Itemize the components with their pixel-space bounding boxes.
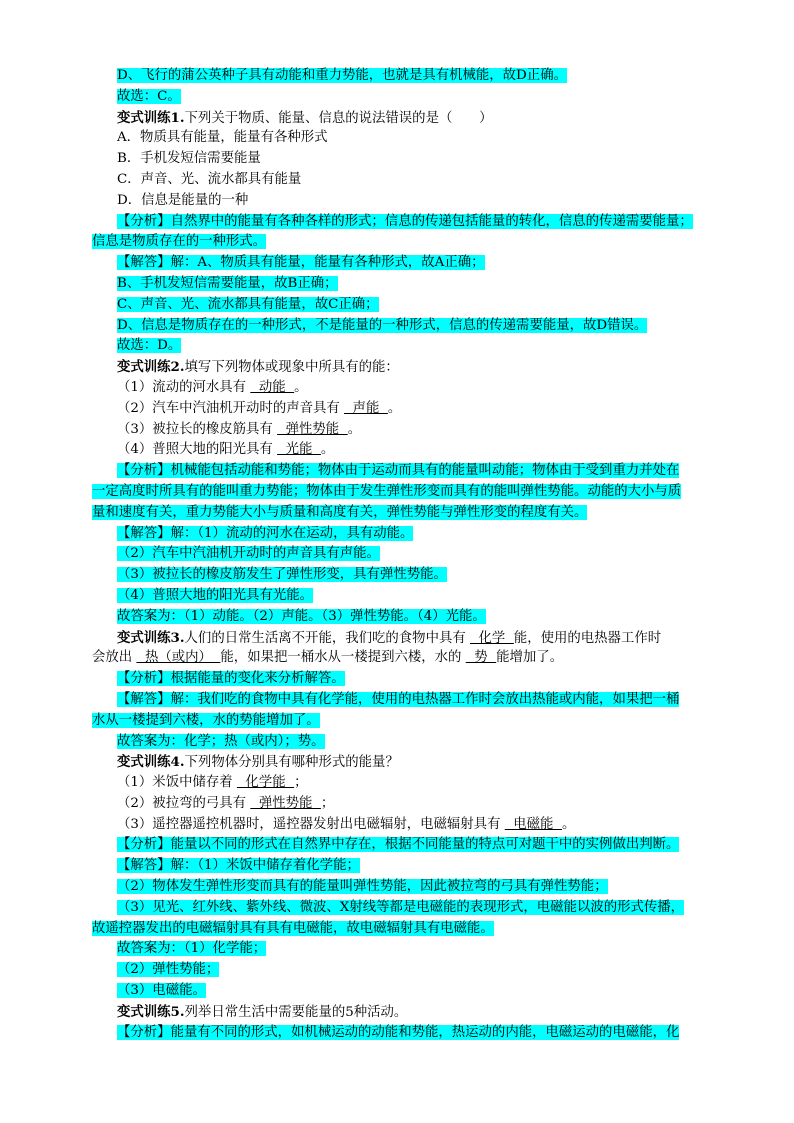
final-answer <box>0 939 794 960</box>
solution-text: 解：（1）流动的河水在运动，具有动能。 <box>170 525 414 541</box>
final-answer-text: 故答案为：化学；热（或内）；势。 <box>117 733 325 749</box>
solution-text: （3）见光、红外线、紫外线、微波、X射线等都是电磁能的表现形式，电磁能以波的形式传播， <box>117 899 685 915</box>
exercise-question: 能，使用的电热器工作时 <box>513 630 662 646</box>
fill-blank-line <box>0 378 794 399</box>
solution-text: 解：A、物质具有能量，能量有各种形式，故A正确； <box>170 255 485 271</box>
solution-text: B、手机发短信需要能量，故B正确； <box>117 275 338 291</box>
option-b: B．手机发短信需要能量 <box>117 151 261 167</box>
solution-line <box>0 690 794 711</box>
final-answer <box>0 607 794 628</box>
exercise-question: 列举日常生活中需要能量的5种活动。 <box>184 1004 408 1020</box>
final-answer <box>0 732 794 753</box>
analysis-line <box>0 1023 794 1044</box>
fill-blank-line <box>0 773 794 794</box>
blank-prefix: （2）被拉弯的弓具有 <box>117 795 247 811</box>
final-answer-text: （2）弹性势能； <box>117 962 220 978</box>
exercise-question: 下列关于物质、能量、信息的说法错误的是（ ） <box>184 110 493 126</box>
solution-text: （4）普照大地的阳光具有光能。 <box>117 587 313 603</box>
exercise-3-continued <box>0 648 710 669</box>
blank-prefix: （2）汽车中汽油机开动时的声音具有 <box>117 400 340 416</box>
answer-blank: 电磁能 <box>504 816 562 832</box>
solution-text: D、信息是物质存在的一种形式，不是能量的一种形式，信息的传递需要能量，故D错误。 <box>117 317 648 333</box>
solution-line <box>0 274 794 295</box>
analysis-tag: 【分析】 <box>117 1024 171 1040</box>
fill-blank-line <box>0 399 794 420</box>
final-answer-text: 故答案为：（1）动能。（2）声能。（3）弹性势能。（4）光能。 <box>117 608 486 624</box>
analysis-line <box>0 212 794 233</box>
prev-answer-choice <box>0 87 794 108</box>
document-page <box>0 66 794 1043</box>
solution-line <box>0 565 794 586</box>
analysis-text: 机械能包括动能和势能；物体由于运动而具有的能量叫动能；物体由于受到重力并处在 <box>170 463 680 479</box>
exercise-label: 变式训练1. <box>117 109 185 126</box>
analysis-line <box>0 669 794 690</box>
exercise-5-title <box>0 1002 794 1023</box>
option-a: A．物质具有能量，能量有各种形式 <box>117 130 328 146</box>
blank-prefix: （3）遥控器遥控机器时，遥控器发射出电磁辐射，电磁辐射具有 <box>117 816 501 832</box>
highlighted-text: 故选：C。 <box>117 88 181 104</box>
solution-line <box>0 524 794 545</box>
blank-suffix: 。 <box>347 421 362 437</box>
fill-blank-line <box>0 440 794 461</box>
answer-blank: 动能 <box>250 379 295 395</box>
solution-tag: 【解答】 <box>117 858 171 874</box>
exercise-label: 变式训练4. <box>117 754 185 771</box>
answer-blank: 声能 <box>344 400 388 416</box>
solution-text: 解：（1）米饭中储存着化学能； <box>170 858 360 874</box>
solution-text: C、声音、光、流水都具有能量，故C正确； <box>117 296 379 312</box>
blank-suffix: 。 <box>320 442 335 458</box>
analysis-text: 信息是物质存在的一种形式。 <box>92 234 267 250</box>
answer-blank: 化学能 <box>236 775 295 791</box>
analysis-line <box>0 835 794 856</box>
analysis-text: 自然界中的能量有各种各样的形式；信息的传递包括能量的转化，信息的传递需要能量； <box>170 213 693 229</box>
prev-answer-d <box>0 66 794 87</box>
blank-suffix: 。 <box>387 400 402 416</box>
solution-line <box>0 253 794 274</box>
exercise-label: 变式训练3. <box>117 629 185 646</box>
analysis-text: 能量有不同的形式，如机械运动的动能和势能，热运动的内能，电磁运动的电磁能，化 <box>170 1024 680 1040</box>
final-answer-text: 故答案为：（1）化学能； <box>117 941 267 957</box>
analysis-line <box>0 503 710 524</box>
analysis-tag: 【分析】 <box>117 213 171 229</box>
blank-prefix: （1）米饭中储存着 <box>117 775 233 791</box>
solution-text: （2）汽车中汽油机开动时的声音具有声能。 <box>117 546 380 562</box>
answer-blank: 化学 <box>470 630 514 646</box>
blank-suffix: ； <box>320 795 335 811</box>
analysis-text: 能量以不同的形式在自然界中存在，根据不同能量的特点可对题干中的实例做出判断。 <box>170 837 680 853</box>
analysis-text: 根据能量的变化来分析解答。 <box>170 671 345 687</box>
blank-suffix: 。 <box>294 379 308 395</box>
solution-line <box>0 856 794 877</box>
option-d: D．信息是能量的一种 <box>117 192 249 208</box>
highlighted-text: D、飞行的蒲公英种子具有动能和重力势能，也就是具有机械能，故D正确。 <box>117 68 567 83</box>
exercise-1-title <box>0 108 794 129</box>
analysis-tag: 【分析】 <box>117 463 171 479</box>
blank-prefix: （4）普照大地的阳光具有 <box>117 442 273 458</box>
exercise-3-title <box>0 628 794 649</box>
final-answer-text: （3）电磁能。 <box>117 983 206 999</box>
analysis-line <box>0 232 710 253</box>
solution-line <box>0 919 710 940</box>
solution-text: 解：我们吃的食物中具有化学能，使用的电热器工作时会放出热能或内能，如果把一桶 <box>170 691 680 707</box>
solution-line <box>0 898 794 919</box>
analysis-text: 量和速度有关，重力势能大小与质量和高度有关，弹性势能与弹性形变的程度有关。 <box>92 504 588 520</box>
solution-tag: 【解答】 <box>117 255 171 271</box>
answer-blank: 弹性势能 <box>250 795 321 811</box>
fill-blank-line <box>0 815 794 836</box>
solution-line <box>0 544 794 565</box>
exercise-question: 会放出 <box>92 650 133 666</box>
solution-text: 故遥控器发出的电磁辐射具有具有电磁能，故电磁辐射具有电磁能。 <box>92 920 494 936</box>
answer-blank: 势 <box>465 650 497 666</box>
exercise-question: 下列物体分别具有哪种形式的能量？ <box>184 755 399 771</box>
final-answer <box>0 336 794 357</box>
exercise-question: 能，如果把一桶水从一楼提到六楼，水的 <box>220 650 462 666</box>
exercise-label: 变式训练5. <box>117 1003 185 1020</box>
solution-line <box>0 316 794 337</box>
blank-prefix: （3）被拉长的橡皮筋具有 <box>117 421 273 437</box>
blank-suffix: 。 <box>561 816 576 832</box>
exercise-2-title <box>0 357 794 378</box>
final-answer <box>0 981 794 1002</box>
exercise-question: 人们的日常生活离不开能，我们吃的食物中具有 <box>184 630 466 646</box>
solution-text: （2）物体发生弹性形变而具有的能量叫弹性势能，因此被拉弯的弓具有弹性势能； <box>117 879 608 895</box>
analysis-line <box>0 461 794 482</box>
blank-prefix: （1）流动的河水具有 <box>117 379 247 395</box>
solution-line <box>0 586 794 607</box>
solution-tag: 【解答】 <box>117 525 171 541</box>
analysis-tag: 【分析】 <box>117 671 171 687</box>
final-answer-text: 故选：D。 <box>117 338 182 354</box>
solution-line <box>0 711 710 732</box>
final-answer <box>0 960 794 981</box>
exercise-4-title <box>0 752 794 773</box>
solution-line <box>0 877 794 898</box>
analysis-line <box>0 482 710 503</box>
answer-blank: 光能 <box>277 442 321 458</box>
exercise-question: 填写下列物体或现象中所具有的能： <box>184 360 399 376</box>
exercise-question: 能增加了。 <box>496 650 564 666</box>
blank-suffix: ； <box>294 775 308 791</box>
solution-text: （3）被拉长的橡皮筋发生了弹性形变，具有弹性势能。 <box>117 567 447 583</box>
option-c: C．声音、光、流水都具有能量 <box>117 171 302 187</box>
fill-blank-line <box>0 794 794 815</box>
analysis-tag: 【分析】 <box>117 837 171 853</box>
solution-line <box>0 295 794 316</box>
analysis-text: 一定高度时所具有的能叫重力势能；物体由于发生弹性形变而具有的能叫弹性势能。动能的大小与质 <box>92 483 682 499</box>
answer-blank: 热（或内） <box>136 650 221 666</box>
fill-blank-line <box>0 420 794 441</box>
solution-tag: 【解答】 <box>117 691 171 707</box>
exercise-label: 变式训练2. <box>117 359 185 376</box>
solution-text: 水从一楼提到六楼，水的势能增加了。 <box>92 712 320 728</box>
answer-blank: 弹性势能 <box>277 421 348 437</box>
